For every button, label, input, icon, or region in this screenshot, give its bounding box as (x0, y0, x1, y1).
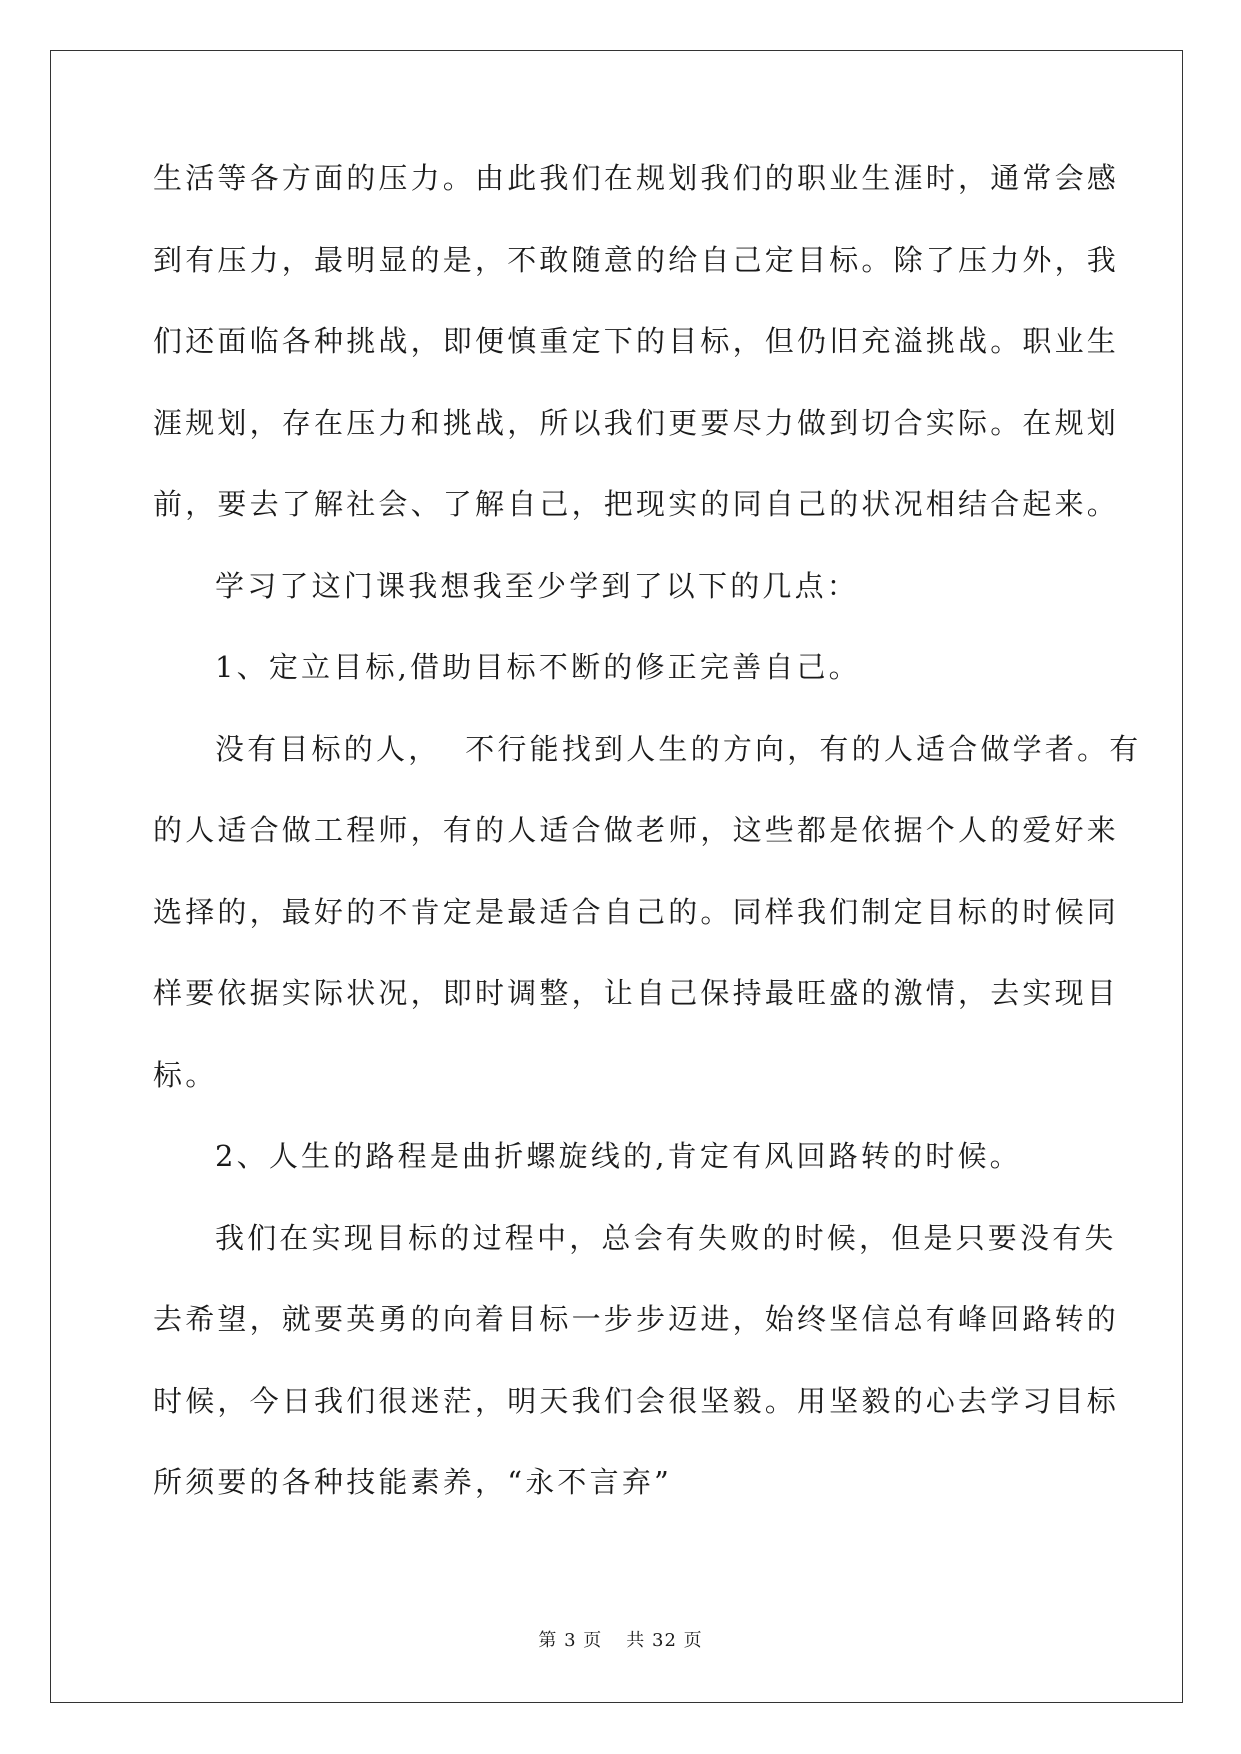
text-line: 前，要去了解社会、了解自己，把现实的同自己的状况相结合起来。 (153, 487, 1120, 521)
paragraph-intro: 学习了这门课我想我至少学到了以下的几点： (215, 568, 860, 603)
document-body (153, 158, 1142, 1544)
text-line: 时候，今日我们很迷茫，明天我们会很坚毅。用坚毅的心去学习目标 (153, 1383, 1120, 1418)
text-line: 生活等各方面的压力。由此我们在规划我们的职业生涯时，通常会感 (153, 161, 1120, 195)
text-line: 涯规划，存在压力和挑战，所以我们更要尽力做到切合实际。在规划 (153, 405, 1120, 440)
text-line: 去希望，就要英勇的向着目标一步步迈进，始终坚信总有峰回路转的 (153, 1302, 1120, 1336)
text-line: 们还面临各种挑战，即便慎重定下的目标，但仍旧充溢挑战。职业生 (153, 324, 1120, 358)
heading-point-2: 2、人生的路程是曲折螺旋线的,肯定有风回路转的时候。 (215, 1139, 1022, 1173)
text-line: 到有压力，最明显的是，不敢随意的给自己定目标。除了压力外，我 (153, 242, 1120, 277)
text-line: 样要依据实际状况，即时调整，让自己保持最旺盛的激情，去实现目 (153, 976, 1120, 1010)
text-line: 我们在实现目标的过程中，总会有失败的时候，但是只要没有失 (215, 1220, 1117, 1255)
heading-point-1: 1、定立目标,借助目标不断的修正完善自己。 (215, 650, 861, 684)
page-number: 第 3 页 (538, 1630, 603, 1651)
page-total: 共 32 页 (626, 1630, 703, 1651)
text-line: 所须要的各种技能素养，“永不言弃” (153, 1465, 673, 1499)
text-line: 标。 (153, 1057, 218, 1092)
page-footer (0, 1626, 1241, 1652)
text-line: 的人适合做工程师，有的人适合做老师，这些都是依据个人的爱好来 (153, 813, 1120, 847)
text-line: 没有目标的人， 不行能找到人生的方向，有的人适合做学者。有 (215, 731, 1142, 766)
text-line: 选择的，最好的不肯定是最适合自己的。同样我们制定目标的时候同 (153, 894, 1120, 929)
